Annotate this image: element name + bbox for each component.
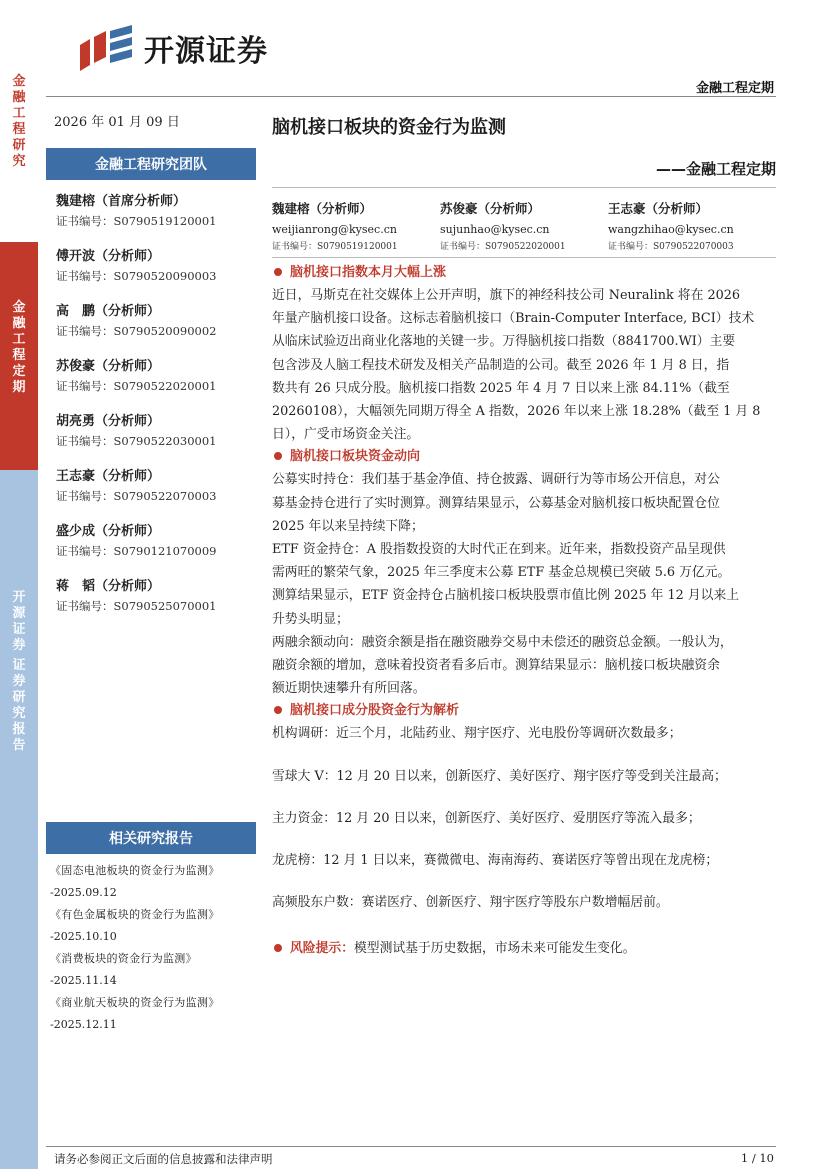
- body-line: 需两旺的繁荣气象，2025 年三季度末公募 ETF 基金总规模已突破 5.6 万亿元。: [272, 565, 731, 581]
- analyst-item: [56, 192, 256, 247]
- analyst-name: 傅开波（分析师）: [56, 249, 161, 264]
- header-divider: [46, 96, 776, 97]
- author-item: [272, 198, 440, 254]
- analyst-cert: 证书编号：S0790522030001: [56, 434, 217, 448]
- analyst-item: [56, 302, 256, 357]
- analyst-name: 王志豪（分析师）: [56, 469, 161, 484]
- author-cert: 证书编号：S0790522020001: [440, 242, 566, 252]
- analyst-name: 蒋 韬（分析师）: [56, 579, 161, 594]
- risk-label: 风险提示：: [290, 941, 354, 957]
- body-line: 额近期快速攀升有所回落。: [272, 681, 426, 697]
- team-heading: 金融工程研究团队: [46, 148, 256, 180]
- analyst-cert: 证书编号：S0790525070001: [56, 599, 217, 613]
- body-line: ETF 资金持仓：A 股指数投资的大时代正在到来。近年来，指数投资产品呈现供: [272, 542, 726, 558]
- report-title: 脑机接口板块的资金行为监测: [272, 117, 506, 138]
- author-email[interactable]: wangzhihao@kysec.cn: [608, 223, 734, 236]
- bullet-dot-icon: [274, 452, 282, 460]
- section-constituent-analysis: [272, 722, 777, 933]
- body-line: 日），广受市场资金关注。: [272, 427, 420, 443]
- risk-text: 模型测试基于历史数据，市场未来可能发生变化。: [353, 941, 636, 957]
- sidebar-label-report-type: 证 券 研 究 报 告: [12, 658, 26, 753]
- related-report-item[interactable]: [50, 860, 260, 904]
- author-cert: 证书编号：S0790522070003: [608, 242, 734, 252]
- author-item: [608, 198, 776, 254]
- body-line: 从临床试验迈出商业化落地的关键一步。万得脑机接口指数（8841700.WI）主要: [272, 334, 736, 350]
- body-line: 机构调研：近三个月，北陆药业、翔宇医疗、光电股份等调研次数最多；: [272, 726, 682, 742]
- analyst-cert: 证书编号：S0790522020001: [56, 379, 217, 393]
- risk-warning: [272, 937, 777, 961]
- sidebar-strip-bottom: [0, 470, 38, 1169]
- body-line: 数共有 26 只成分股。脑机接口指数 2025 年 4 月 7 日以来上涨 84.11%（截至: [272, 380, 730, 396]
- body-line: 高频股东户数：赛诺医疗、创新医疗、翔宇医疗等股东户数增幅居前。: [272, 895, 669, 911]
- body-line: 两融余额动向：融资余额是指在融资融券交易中未偿还的融资总金额。一般认为，: [272, 634, 733, 650]
- body-line: 主力资金：12 月 20 日以来，创新医疗、美好医疗、爱朋医疗等流入最多；: [272, 810, 701, 826]
- section-fund-flows: [272, 468, 777, 700]
- analyst-item: [56, 247, 256, 302]
- analyst-cert: 证书编号：S0790519120001: [56, 214, 217, 228]
- related-reports-heading: 相关研究报告: [46, 822, 256, 854]
- section-index-summary: [272, 284, 777, 446]
- authors-divider-top: [272, 187, 776, 188]
- company-logo: [76, 24, 268, 72]
- body-line: 近日，马斯克在社交媒体上公开声明，旗下的神经科技公司 Neuralink 将在 2026: [272, 288, 741, 303]
- body-line: 龙虎榜：12 月 1 日以来，赛微微电、海南海药、赛诺医疗等曾出现在龙虎榜；: [272, 853, 719, 869]
- author-email[interactable]: weijianrong@kysec.cn: [272, 223, 397, 236]
- body-line: 测算结果显示，ETF 资金持仓占脑机接口板块股票市值比例 2025 年 12 月以来上: [272, 588, 740, 604]
- sidebar-label-company: 开 源 证 券: [12, 590, 26, 653]
- analyst-name: 高 鹏（分析师）: [56, 304, 161, 319]
- body-line: 2025 年以来呈持续下降；: [272, 518, 424, 534]
- report-date: 2026 年 01 月 09 日: [54, 115, 180, 130]
- body-line: 升势头明显；: [272, 611, 349, 627]
- page-number: 1 / 10: [740, 1151, 774, 1165]
- author-name: 苏俊豪（分析师）: [440, 201, 541, 216]
- bullet-dot-icon: [274, 706, 282, 714]
- analyst-name: 胡亮勇（分析师）: [56, 414, 161, 429]
- related-report-title[interactable]: 《消费板块的资金行为监测》: [50, 952, 197, 965]
- authors-divider-bottom: [272, 257, 776, 258]
- analyst-cert: 证书编号：S0790121070009: [56, 544, 217, 558]
- report-category: 金融工程定期: [695, 81, 774, 96]
- sidebar-label-research: 金 融 工 程 研 究: [12, 74, 26, 169]
- related-report-date: -2025.10.10: [50, 930, 117, 943]
- author-email[interactable]: sujunhao@kysec.cn: [440, 223, 550, 236]
- body-line: 20260108），大幅领先同期万得全 A 指数，2026 年以来上涨 18.28%（截至 1 月 8: [272, 404, 761, 420]
- footer-divider: [46, 1146, 776, 1147]
- related-report-title[interactable]: 《商业航天板块的资金行为监测》: [50, 996, 220, 1009]
- bullet-dot-icon: [274, 268, 282, 276]
- analyst-item: [56, 357, 256, 412]
- author-name: 魏建榕（分析师）: [272, 201, 373, 216]
- related-report-date: -2025.12.11: [50, 1018, 117, 1031]
- footer-disclaimer: 请务必参阅正文后面的信息披露和法律声明: [54, 1152, 273, 1166]
- logo-mark-icon: [76, 25, 134, 71]
- author-item: [440, 198, 608, 254]
- body-line: 包含涉及人脑工程技术研发及相关产品制造的公司。截至 2026 年 1 月 8 日，指: [272, 357, 730, 373]
- analyst-name: 盛少成（分析师）: [56, 524, 161, 539]
- section-heading: 脑机接口指数本月大幅上涨: [272, 262, 777, 284]
- section-heading: 脑机接口成分股资金行为解析: [272, 700, 777, 722]
- analyst-item: [56, 412, 256, 467]
- sidebar-label-periodic: 金 融 工 程 定 期: [12, 300, 26, 395]
- author-list: [272, 198, 776, 254]
- body-line: 公募实时持仓：我们基于基金净值、持仓披露、调研行为等市场公开信息，对公: [272, 472, 720, 488]
- body-line: 雪球大 V：12 月 20 日以来，创新医疗、美好医疗、翔宇医疗等受到关注最高；: [272, 768, 727, 784]
- analyst-cert: 证书编号：S0790520090002: [56, 324, 217, 338]
- related-report-item[interactable]: [50, 904, 260, 948]
- report-body: [272, 262, 777, 961]
- author-cert: 证书编号：S0790519120001: [272, 242, 398, 252]
- analyst-item: [56, 522, 256, 577]
- analyst-item: [56, 467, 256, 522]
- related-report-date: -2025.11.14: [50, 974, 117, 987]
- analyst-name: 魏建榕（首席分析师）: [56, 194, 187, 209]
- report-subtitle: ——金融工程定期: [655, 160, 776, 178]
- author-name: 王志豪（分析师）: [608, 201, 709, 216]
- body-line: 年量产脑机接口设备。这标志着脑机接口（Brain-Computer Interface, BCI）技术: [272, 311, 755, 327]
- analyst-name: 苏俊豪（分析师）: [56, 359, 161, 374]
- body-line: 募基金持仓进行了实时测算。测算结果显示，公募基金对脑机接口板块配置仓位: [272, 495, 720, 511]
- related-report-item[interactable]: [50, 992, 260, 1036]
- related-reports-list: [50, 860, 260, 1036]
- bullet-dot-icon: [274, 944, 282, 952]
- company-name: 开源证券: [144, 34, 268, 69]
- section-heading: 脑机接口板块资金动向: [272, 446, 777, 468]
- related-report-title[interactable]: 《有色金属板块的资金行为监测》: [50, 908, 220, 921]
- analyst-cert: 证书编号：S0790520090003: [56, 269, 217, 283]
- related-report-item[interactable]: [50, 948, 260, 992]
- analyst-list: [56, 192, 256, 632]
- related-report-title[interactable]: 《固态电池板块的资金行为监测》: [50, 864, 220, 877]
- body-line: 融资余额的增加，意味着投资者看多后市。测算结果显示：脑机接口板块融资余: [272, 658, 720, 674]
- analyst-item: [56, 577, 256, 632]
- related-report-date: -2025.09.12: [50, 886, 117, 899]
- analyst-cert: 证书编号：S0790522070003: [56, 489, 217, 503]
